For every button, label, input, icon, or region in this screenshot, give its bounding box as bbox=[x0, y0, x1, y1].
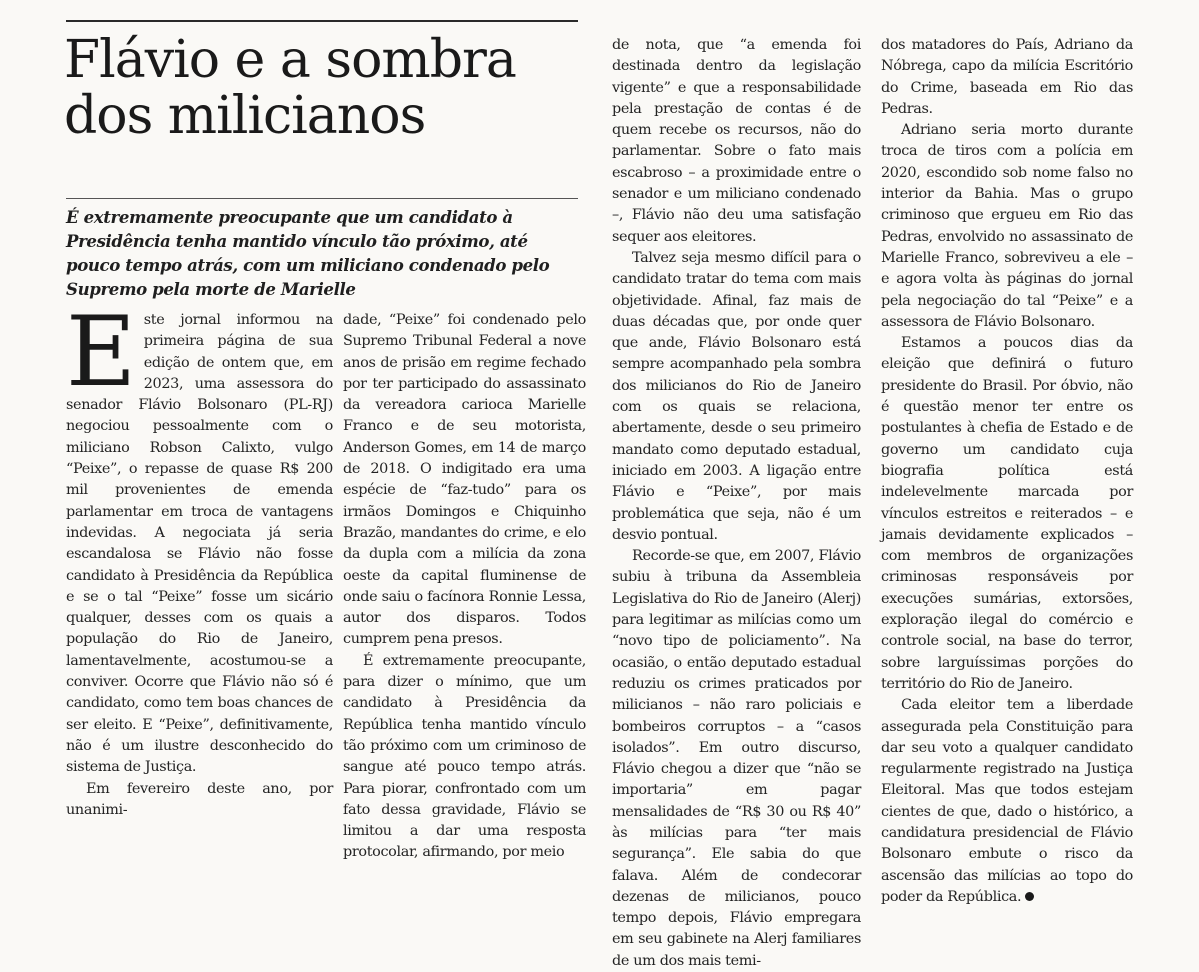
deck-subheadline: É extremamente preocupante que um candidato à Presidência tenha mantido vínculo tão próximo, até pouco tempo atrás, com um miliciano condenado pelo Supremo pela morte de Marielle bbox=[66, 207, 550, 299]
column-2 bbox=[343, 310, 586, 864]
paragraph bbox=[881, 695, 1133, 908]
top-rule bbox=[66, 20, 578, 22]
deck-rule bbox=[66, 198, 578, 199]
headline bbox=[64, 32, 576, 144]
end-mark-icon bbox=[1025, 892, 1034, 901]
paragraph-text: ste jornal informou na primeira página de sua edição de ontem que, em 2023, uma assessora do senador Flávio Bolsonaro (PL-RJ) negociou pessoalmente com o miliciano Robson Calixto, vulgo “Peixe”, o repasse de quase R$ 200 mil provenientes de emenda parlamentar em troca de vantagens indevidas. A negociata já seria escandalosa se Flávio não fosse candidato à Presidência da República e se o tal “Peixe” fosse um sicário qualquer, desses com os quais a população do Rio de Janeiro, lamentavelmente, acostumou-se a conviver. Ocorre que Flávio não só é candidato, como tem boas chances de ser eleito. E “Peixe”, definitivamente, não é um ilustre desconhecido do sistema de Justiça. bbox=[66, 312, 333, 776]
paragraph: Em fevereiro deste ano, por unanimi- bbox=[66, 780, 333, 818]
paragraph: de nota, que “a emenda foi destinada dentro da legislação vigente” e que a responsabilidade pela prestação de contas é de quem recebe os recursos, não do parlamentar. Sobre o fato mais escabroso – a proximidade entre o senador e um miliciano condenado –, Flávio não deu uma satisfação sequer aos eleitores. bbox=[612, 37, 861, 245]
paragraph: Recorde-se que, em 2007, Flávio subiu à tribuna da Assembleia Legislativa do Rio de Janeiro (Alerj) para legitimar as milícias como um “novo tipo de policiamento”. Na ocasião, o então deputado estadual reduziu os crimes praticados por milicianos – não raro policiais e bombeiros corruptos – a “casos isolados”. Em outro discurso, Flávio chegou a dizer que “não se importaria” em pagar mensalidades de “R$ 30 ou R$ 40” às milícias para “ter mais segurança”. Ele sabia do que falava. Além de condecorar dezenas de milicianos, pouco tempo depois, Flávio empregara em seu gabinete na Alerj familiares de um dos mais temi- bbox=[612, 548, 861, 969]
column-1 bbox=[66, 296, 333, 821]
paragraph: Adriano seria morto durante troca de tiros com a polícia em 2020, escondido sob nome falso no interior da Bahia. Mas o grupo criminoso que ergueu em Rio das Pedras, envolvido no assassinato de Marielle Franco, sobreviveu a ele – e agora volta às páginas do jornal pela negociação do tal “Peixe” e a assessora de Flávio Bolsonaro. bbox=[881, 122, 1133, 330]
paragraph-text: Cada eleitor tem a liberdade assegurada pela Constituição para dar seu voto a qualquer candidato regularmente registrado na Justiça Eleitoral. Mas que todos estejam cientes de que, dado o histórico, a candidatura presidencial de Flávio Bolsonaro embute o risco da ascensão das milícias ao topo do poder da República. bbox=[881, 697, 1133, 905]
paragraph bbox=[66, 296, 333, 779]
paragraph: Talvez seja mesmo difícil para o candidato tratar do tema com mais objetividade. Afinal, faz mais de duas décadas que, por onde quer que ande, Flávio Bolsonaro está sempre acompanhado pela sombra dos milicianos do Rio de Janeiro com os quais se relaciona, abertamente, desde o seu primeiro mandato como deputado estadual, iniciado em 2003. A ligação entre Flávio e “Peixe”, por mais problemática que seja, não é um desvio pontual. bbox=[612, 249, 861, 543]
column-3 bbox=[612, 35, 861, 972]
paragraph: dos matadores do País, Adriano da Nóbrega, capo da milícia Escritório do Crime, baseada em Rio das Pedras. bbox=[881, 37, 1133, 117]
paragraph: Estamos a poucos dias da eleição que definirá o futuro presidente do Brasil. Por óbvio, não é questão menor ter entre os postulantes à chefia de Estado e de governo um candidato cuja biografia política está indelevelmente marcada por vínculos estreitos e reiterados – e jamais devidamente explicados – com membros de organizações criminosas responsáveis por execuções sumárias, extorsões, exploração ilegal do comércio e controle social, na base do terror, sobre larguíssimas porções do território do Rio de Janeiro. bbox=[881, 335, 1133, 692]
column-4 bbox=[881, 35, 1133, 908]
drop-cap: E bbox=[66, 296, 136, 408]
headline-line-1: Flávio e a sombra bbox=[64, 30, 516, 90]
paragraph: É extremamente preocupante, para dizer o mínimo, que um candidato à Presidência da República tenha mantido vínculo tão próximo com um criminoso de sangue até pouco tempo atrás. Para piorar, confrontado com um fato dessa gravidade, Flávio se limitou a dar uma resposta protocolar, afirmando, por meio bbox=[343, 652, 586, 861]
paragraph: dade, “Peixe” foi condenado pelo Supremo Tribunal Federal a nove anos de prisão em regime fechado por ter participado do assassinato da vereadora carioca Marielle Franco e de seu motorista, Anderson Gomes, em 14 de março de 2018. O indigitado era uma espécie de “faz-tudo” para os irmãos Domingos e Chiquinho Brazão, mandantes do crime, e elo da dupla com a milícia da zona oeste da capital fluminense de onde saiu o facínora Ronnie Lessa, autor dos disparos. Todos cumprem pena presos. bbox=[343, 312, 586, 648]
headline-line-2: dos milicianos bbox=[64, 86, 426, 146]
